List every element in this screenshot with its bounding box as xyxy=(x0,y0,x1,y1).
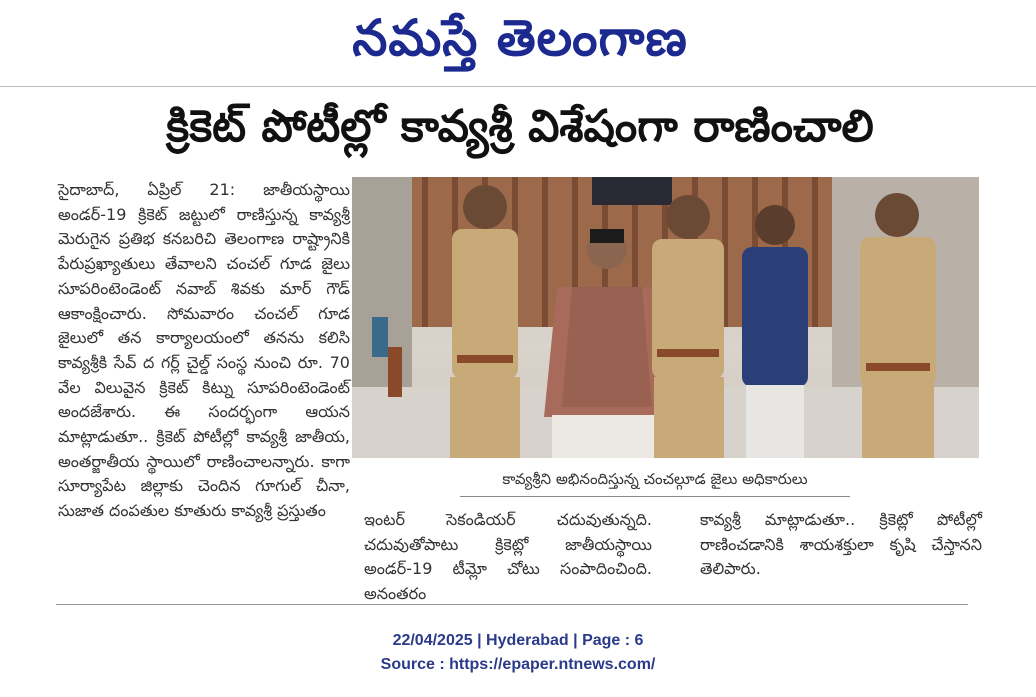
article-body-text-3: కావ్యశ్రీ మాట్లాడుతూ.. క్రికెట్లో పోటీల్లో రాణించడానికి శాయశక్తులా కృషి చేస్తానని తెలిపారు. xyxy=(700,510,982,579)
officers-group-photo xyxy=(352,177,979,458)
article-photo xyxy=(352,177,979,458)
article-column-2 xyxy=(364,508,652,602)
article-body-text-1: సైదాబాద్, ఏప్రిల్ 21: జాతీయస్థాయి అండర్-19 క్రికెట్ జట్టులో రాణిస్తున్న కావ్యశ్రీ మెరుగైన ప్రతిభ కనబరిచి తెలంగాణ రాష్ట్రానికి పేరుప్రఖ్యాతులు తేవాలని చంచల్ గూడ జైలు సూపరింటెండెంట్ నవాబ్ శివకు మార్ గౌడ్ ఆకాంక్షించారు. సోమవారం చంచల్ గూడ జైలులో తన కార్యాలయంలో తనను కలిసి కావ్యశ్రీకి సేవ్ ద గర్ల్ చైల్డ్ సంస్థ నుంచి రూ. 70 వేల విలువైన క్రికెట్ కిట్ను సూపరింటెండెంట్ అందజేశారు. ఈ సందర్భంగా ఆయన మాట్లాడుతూ.. క్రికెట్ పోటీల్లో కావ్యశ్రీ జాతీయ, అంతర్జాతీయ స్థాయిలో రాణించాలన్నారు. కాగా సూర్యాపేట జిల్లాకు చెందిన గూగుల్ చీనా, సుజాత దంపతుల కూతురు కావ్యశ్రీ ప్రస్తుతం xyxy=(58,180,350,521)
footer-date-edition: 22/04/2025 | Hyderabad | Page : 6 xyxy=(392,632,644,649)
photo-caption: కావ్యశ్రీని అభినందిస్తున్న చంచల్గూడ జైలు అధికారులు xyxy=(502,470,808,488)
masthead-logo: నమస్తే తెలంగాణ xyxy=(352,9,688,67)
article-headline: క్రికెట్ పోటీల్లో కావ్యశ్రీ విశేషంగా రాణించాలి xyxy=(166,101,874,152)
caption-divider xyxy=(460,496,850,497)
masthead-divider xyxy=(0,86,1036,87)
article-bottom-divider xyxy=(56,604,968,605)
article-column-1 xyxy=(58,178,350,598)
article-body-text-2: ఇంటర్ సెకండియర్ చదువుతున్నది. చదువుతోపాటు క్రికెట్లో జాతీయస్థాయి అండర్-19 టీమ్లో చోటు సంపాదించింది. అనంతరం xyxy=(364,510,652,604)
footer-source-link[interactable]: Source : https://epaper.ntnews.com/ xyxy=(380,656,656,673)
article-column-3 xyxy=(700,508,982,602)
